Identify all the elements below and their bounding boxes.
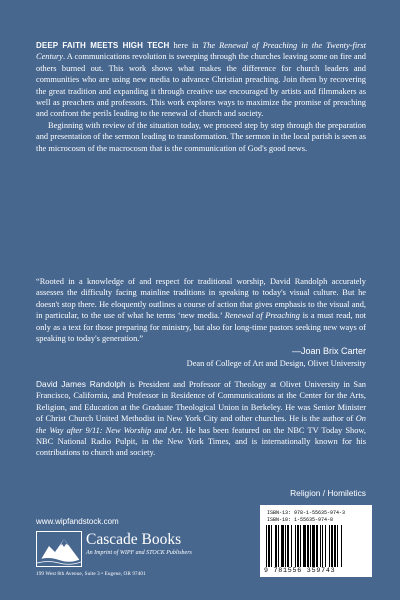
- endorsement-quote: “Rooted in a knowledge of and respect for traditional worship, David Randolph accurately assesses the difficulty facing mainline traditions in speaking to today's visual culture. But he doesn't stop there. He eloquently outlines a course of action that gives emphasis to the visual and, in particular, to the use of what he terms ‘new media.’ Renewal of Preaching is a must read, not only as a text for those preparing for ministry, but also for long-time pastors seeking new ways of speaking to today's generation.”: [36, 277, 366, 344]
- category-label: Religion / Homiletics: [290, 488, 366, 498]
- barcode: [260, 505, 372, 577]
- publisher-website: www.wipfandstock.com: [36, 517, 119, 526]
- isbn-10: ISBN-10: 1-55635-974-8: [267, 517, 334, 523]
- author-book-title: On the Way after 9/11: New Worship and Art: [36, 414, 366, 435]
- publisher-name: Cascade Books: [86, 531, 182, 548]
- endorsement: [36, 276, 366, 369]
- book-title: The Renewal of Preaching in the Twenty-first Century: [36, 41, 366, 62]
- blurb-paragraph-1: DEEP FAITH MEETS HIGH TECH here in The Renewal of Preaching in the Twenty-first Century. A communications revolution is sweeping through the churches leaving some on fire and others burned out. This work shows what makes the difference for church leaders and communities who are using new media to advance Christian preaching. Join them by recovering the great tradition and expanding it through creative use encouraged by artists and filmmakers as well as preachers and professors. This work explores ways to maximize the promise of preaching and confront the perils leading to the renewal of church and society.: [36, 41, 366, 119]
- mountain-icon: [36, 531, 82, 567]
- author-bio: David James Randolph is President and Professor of Theology at Olivet University in San Francisco, California, and Professor in Residence of Communications at the Center for the Arts, Religion, and Education at the Graduate Theological Union in Berkeley. He was Senior Minister of Christ Church United Methodist in New York City and other churches. He is the author of On the Way after 9/11: New Worship and Art. He has been featured on the NBC TV Today Show, NBC National Radio Pulpit, in the New York Times, and is internationally known for his contributions to church and society.: [36, 379, 366, 458]
- blurb-lead: DEEP FAITH MEETS HIGH TECH: [36, 41, 170, 50]
- barcode-bars: [266, 525, 366, 567]
- endorsement-attribution: [36, 346, 366, 368]
- endorser-title: Dean of College of Art and Design, Olivet University: [186, 358, 366, 368]
- publisher-address: 199 West 8th Avenue, Suite 3 • Eugene, OR 97401: [36, 571, 146, 577]
- publisher-tagline: An Imprint of WIPF and STOCK Publishers: [86, 550, 192, 556]
- isbn-13: ISBN-13: 978-1-55635-974-3: [267, 510, 346, 516]
- endorser-name: —Joan Brix Carter: [291, 346, 366, 357]
- blurb: [36, 40, 366, 154]
- barcode-digits: 9 781556 359743: [264, 567, 336, 574]
- author-name: David James Randolph: [36, 379, 126, 389]
- blurb-paragraph-2: Beginning with review of the situation today, we proceed step by step through the preparation and presentation of the sermon leading to transformation. The sermon in the local parish is seen as the microcosm of the macrocosm that is the communication of God's good news.: [36, 120, 366, 153]
- publisher-logo: [36, 531, 216, 583]
